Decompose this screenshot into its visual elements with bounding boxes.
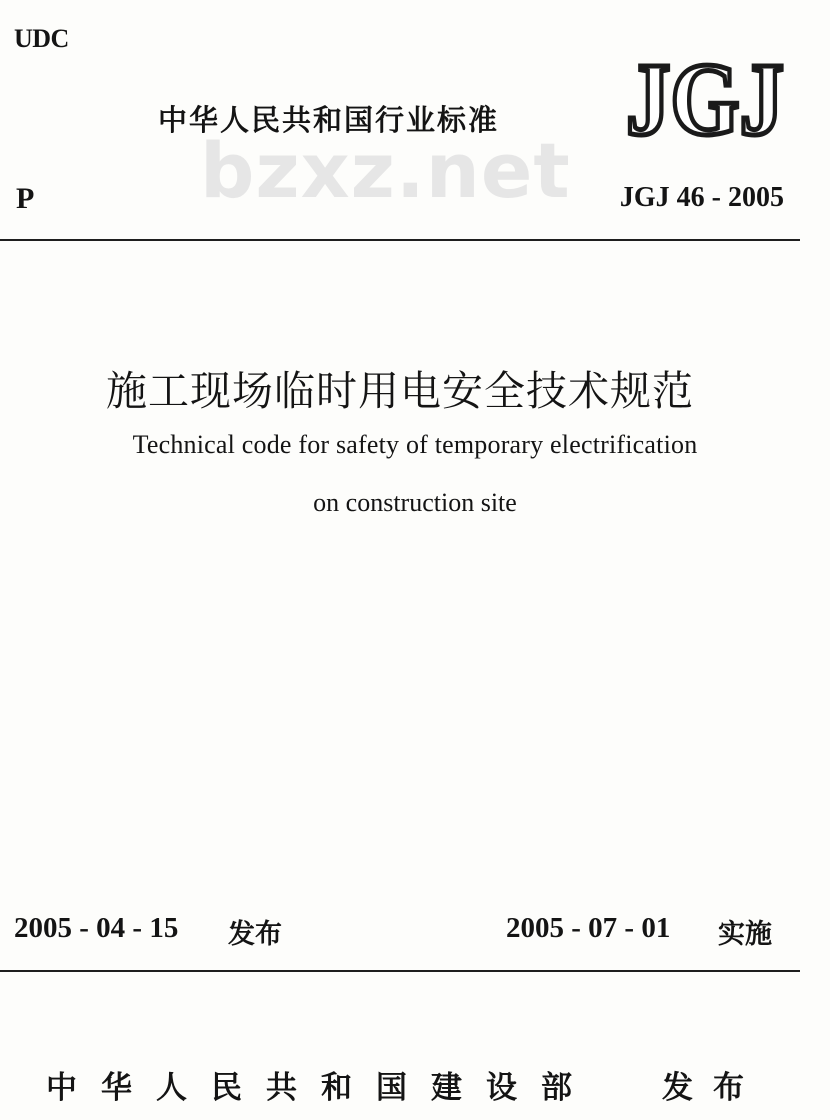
implementation-label: 实施 (718, 919, 772, 950)
issue-date: 2005 - 04 - 15 (14, 912, 179, 944)
implementation-date: 2005 - 07 - 01 (506, 912, 671, 944)
top-divider (0, 239, 800, 241)
svg-text:JGJ: JGJ (626, 42, 784, 157)
title-english-line1: Technical code for safety of temporary electrification (132, 430, 698, 459)
standard-number: JGJ 46 - 2005 (619, 182, 784, 213)
issue-label: 发布 (228, 919, 282, 950)
watermark-text: bzxz.net (200, 126, 571, 215)
bottom-divider (0, 970, 800, 972)
classification-code: P (16, 182, 35, 215)
title-english-line2: on construction site (313, 488, 517, 517)
udc-label: UDC (14, 24, 69, 53)
publish-label: 发布 (662, 1070, 764, 1106)
title-chinese: 施工现场临时用电安全技术规范 (106, 367, 694, 415)
industry-standard-heading: 中华人民共和国行业标准 (158, 103, 500, 137)
publisher-name: 中华人民共和国建设部 (46, 1070, 596, 1106)
jgj-logo (622, 42, 788, 157)
